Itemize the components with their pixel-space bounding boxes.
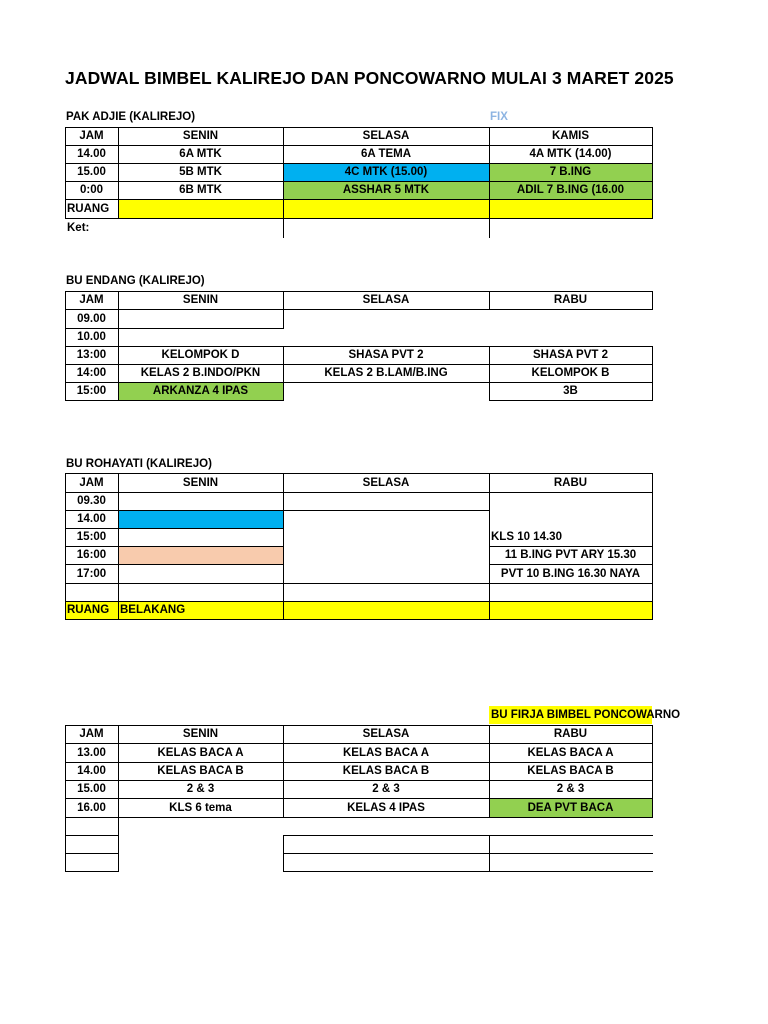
grid-line bbox=[65, 291, 653, 292]
grid-line bbox=[65, 853, 119, 854]
grid-line bbox=[283, 127, 284, 219]
grid-line bbox=[283, 218, 284, 238]
time-cell: 14.00 bbox=[77, 765, 106, 777]
schedule-cell bbox=[283, 510, 489, 528]
schedule-cell: KELAS 4 IPAS bbox=[347, 801, 425, 814]
grid-line bbox=[65, 473, 653, 474]
grid-line bbox=[65, 725, 66, 818]
schedule-cell: KELOMPOK B bbox=[531, 367, 610, 379]
schedule-cell bbox=[118, 492, 283, 510]
schedule-cell: KELAS BACA A bbox=[342, 746, 430, 759]
grid-line bbox=[489, 127, 490, 219]
grid-line bbox=[65, 601, 653, 602]
schedule-cell bbox=[489, 492, 652, 510]
grid-line bbox=[65, 218, 653, 219]
grid-line bbox=[65, 546, 284, 547]
schedule-cell: 7 B.ING bbox=[549, 166, 592, 178]
header-day-2: SELASA bbox=[362, 476, 410, 489]
time-cell: 09.30 bbox=[77, 495, 106, 507]
header-jam: JAM bbox=[79, 294, 104, 306]
grid-line bbox=[118, 817, 119, 872]
schedule-cell bbox=[489, 328, 652, 346]
header-day-2: SELASA bbox=[362, 130, 410, 142]
schedule-cell: 3B bbox=[563, 385, 578, 397]
schedule-cell: KELAS BACA B bbox=[527, 765, 614, 777]
time-cell: 16:00 bbox=[76, 549, 107, 561]
schedule-cell: 2 & 3 bbox=[186, 783, 215, 795]
schedule-cell: ARKANZA 4 IPAS bbox=[152, 385, 249, 397]
grid-line bbox=[489, 546, 653, 547]
grid-line bbox=[65, 473, 66, 620]
page-title: JADWAL BIMBEL KALIREJO DAN PONCOWARNO MULAI 3 MARET 2025 bbox=[65, 68, 674, 88]
grid-line bbox=[489, 218, 490, 238]
schedule-cell bbox=[283, 564, 489, 583]
schedule-cell: KELAS 2 B.LAM/B.ING bbox=[324, 367, 448, 379]
time-cell: 09.00 bbox=[77, 312, 106, 325]
grid-line bbox=[65, 762, 653, 763]
schedule-cell: 6A TEMA bbox=[360, 148, 412, 160]
schedule-cell: DEA PVT BACA bbox=[527, 801, 614, 814]
teacher-name: BU ENDANG (KALIREJO) bbox=[66, 275, 205, 287]
schedule-cell: SHASA PVT 2 bbox=[533, 349, 608, 361]
grid-line bbox=[65, 199, 653, 200]
header-jam: JAM bbox=[79, 728, 104, 740]
schedule-cell: PVT 10 B.ING 16.30 NAYA bbox=[500, 567, 641, 580]
time-cell: 17:00 bbox=[76, 567, 107, 580]
header-day-3: RABU bbox=[553, 728, 588, 740]
grid-line bbox=[118, 725, 119, 818]
grid-line bbox=[652, 725, 653, 818]
header-day-1: SENIN bbox=[182, 728, 219, 740]
grid-line bbox=[65, 400, 284, 401]
grid-line bbox=[65, 127, 653, 128]
header-day-2: SELASA bbox=[362, 294, 410, 306]
schedule-cell: KLS 10 14.30 bbox=[491, 531, 562, 543]
grid-line bbox=[65, 528, 284, 529]
grid-line bbox=[65, 364, 653, 365]
ruang-label: RUANG bbox=[67, 202, 110, 215]
grid-line bbox=[65, 743, 653, 744]
teacher-name: PAK ADJIE (KALIREJO) bbox=[66, 111, 196, 123]
schedule-cell: KELOMPOK D bbox=[161, 349, 240, 361]
grid-line bbox=[652, 473, 653, 620]
grid-line bbox=[65, 510, 490, 511]
grid-line bbox=[283, 725, 284, 818]
grid-line bbox=[283, 835, 653, 836]
grid-line bbox=[65, 127, 66, 219]
time-cell: 15:00 bbox=[76, 385, 107, 397]
grid-line bbox=[489, 346, 490, 401]
schedule-cell: 4A MTK (14.00) bbox=[529, 148, 612, 160]
ruang-fill bbox=[118, 199, 652, 218]
grid-line bbox=[652, 127, 653, 219]
time-cell: 10.00 bbox=[77, 331, 106, 343]
header-day-1: SENIN bbox=[182, 476, 219, 489]
schedule-cell: ADIL 7 B.ING (16.00 bbox=[516, 184, 625, 196]
grid-line bbox=[65, 780, 653, 781]
schedule-cell bbox=[283, 328, 489, 346]
schedule-cell: ASSHAR 5 MTK bbox=[342, 184, 430, 196]
grid-line bbox=[283, 346, 284, 401]
grid-line bbox=[65, 817, 653, 818]
schedule-cell bbox=[283, 492, 489, 510]
grid-line bbox=[65, 346, 653, 347]
grid-line bbox=[65, 291, 66, 401]
schedule-cell: 5B MTK bbox=[179, 166, 222, 178]
header-day-3: RABU bbox=[553, 476, 588, 489]
schedule-cell bbox=[118, 564, 283, 583]
header-day-1: SENIN bbox=[182, 294, 219, 306]
schedule-cell bbox=[489, 309, 652, 328]
schedule-cell: SHASA PVT 2 bbox=[348, 349, 424, 361]
grid-line bbox=[65, 328, 284, 329]
schedule-cell: KELAS 2 B.INDO/PKN bbox=[140, 367, 261, 379]
ruang-value: BELAKANG bbox=[120, 604, 186, 616]
time-cell: 15.00 bbox=[77, 783, 106, 795]
grid-line bbox=[489, 473, 490, 620]
schedule-cell: KELAS BACA A bbox=[527, 746, 614, 759]
time-cell: 15:00 bbox=[76, 531, 107, 543]
schedule-cell: KELAS BACA A bbox=[157, 746, 244, 759]
grid-line bbox=[65, 181, 653, 182]
schedule-cell bbox=[118, 546, 283, 564]
header-jam: JAM bbox=[79, 476, 104, 489]
grid-line bbox=[283, 853, 653, 854]
schedule-cell: 6A MTK bbox=[179, 148, 222, 160]
grid-line bbox=[489, 400, 653, 401]
time-cell: 14.00 bbox=[77, 148, 106, 160]
schedule-cell bbox=[283, 528, 489, 546]
grid-line bbox=[489, 564, 653, 565]
grid-line bbox=[118, 473, 119, 620]
grid-line bbox=[65, 817, 66, 872]
grid-line bbox=[65, 798, 653, 799]
schedule-cell bbox=[283, 382, 489, 400]
schedule-cell bbox=[489, 510, 652, 528]
schedule-cell: KELAS BACA B bbox=[157, 765, 244, 777]
time-cell: 13.00 bbox=[77, 746, 106, 759]
header-jam: JAM bbox=[79, 130, 104, 142]
schedule-cell: 11 B.ING PVT ARY 15.30 bbox=[504, 549, 637, 561]
grid-line bbox=[65, 492, 653, 493]
schedule-cell bbox=[283, 546, 489, 564]
schedule-cell: 2 & 3 bbox=[556, 783, 585, 795]
grid-line bbox=[283, 871, 653, 872]
grid-line bbox=[65, 619, 653, 620]
header-day-3: RABU bbox=[553, 294, 588, 306]
time-cell: 14.00 bbox=[77, 513, 106, 525]
header-day-3: KAMIS bbox=[551, 130, 590, 142]
schedule-cell bbox=[118, 309, 283, 328]
schedule-cell bbox=[118, 510, 283, 528]
schedule-cell: 2 & 3 bbox=[372, 783, 400, 795]
time-cell: 14:00 bbox=[76, 367, 107, 379]
grid-line bbox=[652, 346, 653, 401]
grid-line bbox=[489, 291, 490, 310]
schedule-cell: KELAS BACA B bbox=[342, 765, 430, 777]
schedule-cell: 4C MTK (15.00) bbox=[344, 166, 428, 178]
grid-line bbox=[65, 871, 119, 872]
schedule-cell bbox=[118, 328, 283, 346]
ket-label: Ket: bbox=[67, 221, 90, 234]
grid-line bbox=[65, 382, 653, 383]
header-day-1: SENIN bbox=[182, 130, 219, 142]
teacher-name: BU FIRJA BIMBEL PONCOWARNO bbox=[489, 706, 652, 724]
grid-line bbox=[283, 309, 284, 329]
grid-line bbox=[489, 835, 490, 872]
grid-line bbox=[118, 127, 119, 219]
grid-line bbox=[65, 309, 653, 310]
status-fix: FIX bbox=[490, 111, 508, 123]
grid-line bbox=[489, 725, 490, 818]
time-cell: 16.00 bbox=[77, 801, 106, 814]
grid-line bbox=[283, 835, 284, 872]
time-cell: 0:00 bbox=[79, 184, 104, 196]
grid-line bbox=[65, 583, 653, 584]
grid-line bbox=[118, 291, 119, 401]
schedule-cell: 6B MTK bbox=[179, 184, 222, 196]
time-cell: 15.00 bbox=[77, 166, 106, 178]
grid-line bbox=[65, 163, 653, 164]
grid-line bbox=[283, 291, 284, 310]
grid-line bbox=[65, 835, 119, 836]
schedule-cell bbox=[283, 309, 489, 328]
header-day-2: SELASA bbox=[362, 728, 410, 740]
teacher-name: BU ROHAYATI (KALIREJO) bbox=[66, 458, 212, 470]
grid-line bbox=[65, 145, 653, 146]
grid-line bbox=[283, 473, 284, 620]
time-cell: 13:00 bbox=[76, 349, 107, 361]
grid-line bbox=[65, 564, 284, 565]
schedule-cell bbox=[118, 528, 283, 546]
grid-line bbox=[65, 725, 653, 726]
grid-line bbox=[652, 291, 653, 310]
ruang-label: RUANG bbox=[67, 604, 110, 616]
schedule-cell: KLS 6 tema bbox=[169, 801, 232, 814]
